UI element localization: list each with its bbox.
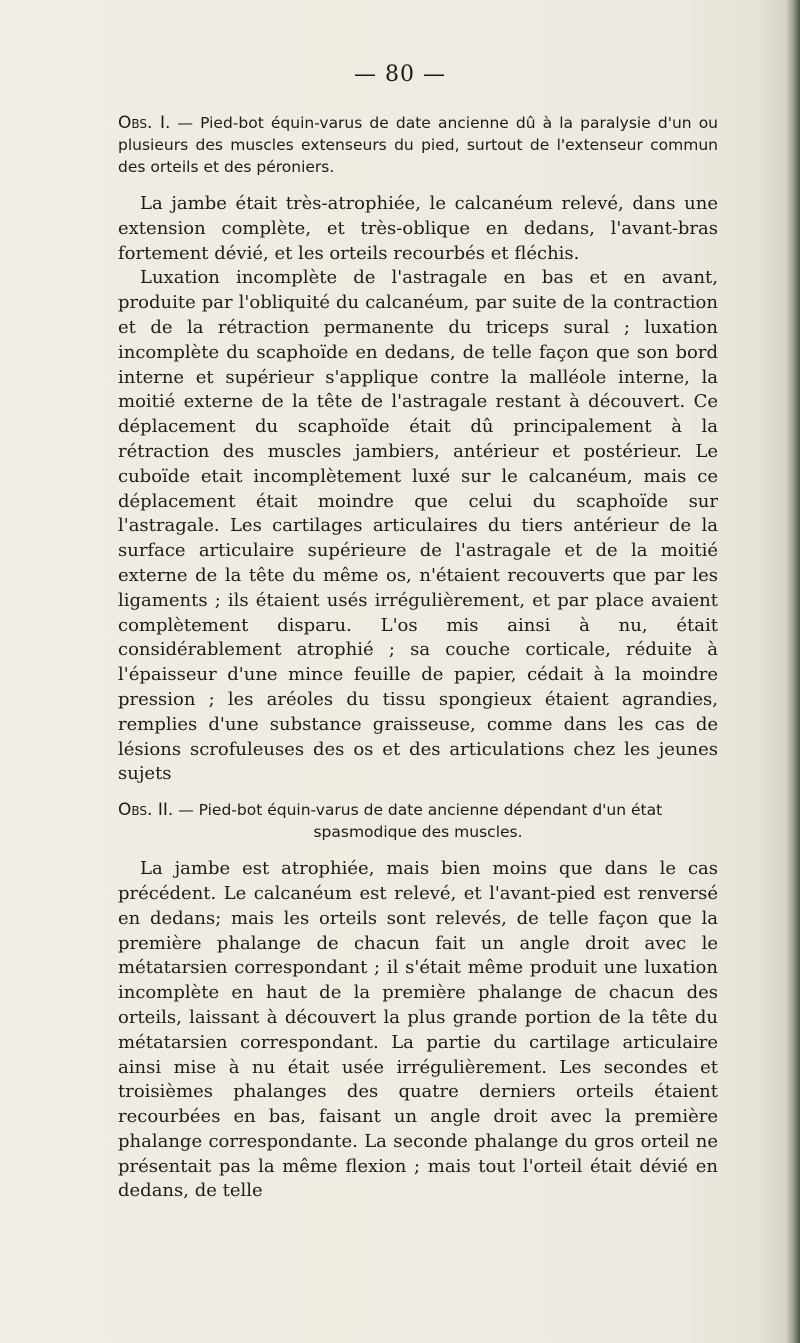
observation-1-label: Obs. I. xyxy=(118,113,171,133)
observation-2-title: — Pied-bot équin-varus de date ancienne dépendant d'un état xyxy=(173,801,663,820)
observation-2-heading xyxy=(118,799,718,843)
observation-1-title: — Pied-bot équin-varus de date ancienne dû à la paralysie d'un ou plusieurs des muscles extenseurs du pied, surtout de l'extenseur commun des orteils et des péroniers. xyxy=(118,114,719,176)
observation-2-label: Obs. II. xyxy=(118,800,174,821)
observation-1-heading xyxy=(118,112,718,178)
observation-1-paragraph-2: Luxation incomplète de l'astragale en bas et en avant, produite par l'obliquité du calcanéum, par suite de la contraction et de la rétraction permanente du triceps sural ; luxation incomplète du scaphoïde en dedans, de telle façon que son bord interne et supérieur s'applique contre la malléole interne, la moitié externe de la tête de l'astragale restant à découvert. Ce déplacement du scaphoïde était dû principalement à la rétraction des muscles jambiers, antérieur et postérieur. Le cuboïde etait incomplètement luxé sur le calcanéum, mais ce déplacement était moindre que celui du scaphoïde sur l'astragale. Les cartilages articulaires du tiers antérieur de la surface articulaire supérieure de l'astragale et de la moitié externe de la tête du même os, n'étaient recouverts que par les ligaments ; ils étaient usés irrégulièrement, et par place avaient complètement disparu. L'os mis ainsi à nu, était considérablement atrophié ; sa couche corticale, réduite à l'épaisseur d'une mince feuille de papier, cédait à la moindre pression ; les aréoles du tissu spongieux étaient agrandies, remplies d'une substance graisseuse, comme dans les cas de lésions scrofuleuses des os et des articulations chez les jeunes sujets xyxy=(118,267,718,785)
page-number: — 80 — xyxy=(354,62,446,87)
observation-2-title-line-2: spasmodique des muscles. xyxy=(313,823,523,842)
page-content xyxy=(118,112,718,1204)
page-edge-shadow xyxy=(786,0,800,1343)
observation-1-paragraph-1: La jambe était très-atrophiée, le calcanéum relevé, dans une extension complète, et très-oblique en dedans, l'avant-bras fortement dévié, et les orteils recourbés et fléchis. xyxy=(118,193,718,264)
observation-2-paragraph-1: La jambe est atrophiée, mais bien moins que dans le cas précédent. Le calcanéum est relevé, et l'avant-pied est renversé en dedans; mais les orteils sont relevés, de telle façon que la première phalange de chacun fait un angle droit avec le métatarsien correspondant ; il s'était même produit une luxation incomplète en haut de la première phalange de chacun des orteils, laissant à découvert la plus grande portion de la tête du métatarsien correspondant. La partie du cartilage articulaire ainsi mise à nu était usée irrégulièrement. Les secondes et troisièmes phalanges des quatre derniers orteils étaient recourbées en bas, faisant un angle droit avec la première phalange correspondante. La seconde phalange du gros orteil ne présentait pas la même flexion ; mais tout l'orteil était dévié en dedans, de telle xyxy=(118,858,718,1202)
